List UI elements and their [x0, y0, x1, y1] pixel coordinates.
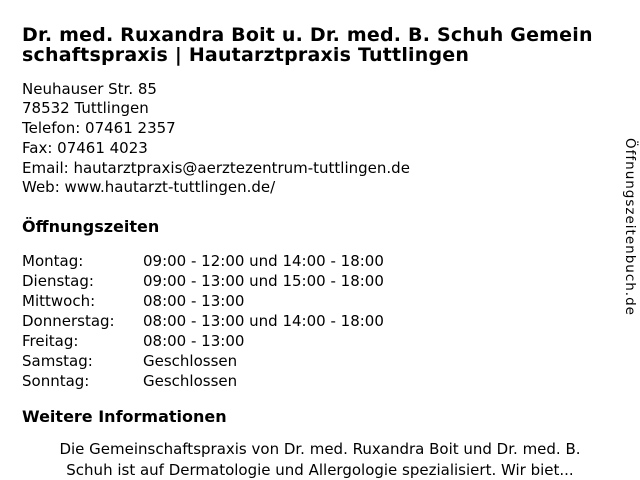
day-label: Montag:	[22, 251, 84, 270]
day-label: Mittwoch:	[22, 291, 96, 310]
time-value: Geschlossen	[143, 351, 238, 370]
day-label: Donnerstag:	[22, 311, 115, 330]
more-info-text	[0, 439, 640, 480]
time-value: 09:00 - 12:00 und 14:00 - 18:00	[143, 251, 384, 270]
email-value: hautarztpraxis@aerztezentrum-tuttlingen.de	[73, 158, 410, 177]
email-label: Email:	[22, 158, 69, 177]
page-title-line-1: Dr. med. Ruxandra Boit u. Dr. med. B. Schuh Gemein	[22, 23, 593, 46]
vertical-branding-text: Öffnungszeitenbuch.de	[622, 138, 638, 316]
opening-hours-row-sunday	[22, 371, 606, 391]
more-info-text-line-2: Schuh ist auf Dermatologie und Allergologie spezialisiert. Wir biet...	[66, 460, 574, 479]
contact-fax	[22, 139, 606, 159]
day-label: Samstag:	[22, 351, 93, 370]
contact-street: Neuhauser Str. 85	[22, 79, 157, 98]
more-info-heading: Weitere Informationen	[22, 406, 227, 426]
time-value: Geschlossen	[143, 371, 238, 390]
web-value: www.hautarzt-tuttlingen.de/	[64, 178, 276, 197]
opening-hours-heading: Öffnungszeiten	[22, 216, 160, 236]
contact-web	[22, 178, 606, 198]
day-label: Dienstag:	[22, 271, 94, 290]
day-label: Freitag:	[22, 331, 79, 350]
time-value: 08:00 - 13:00	[143, 291, 245, 310]
phone-value: 07461 2357	[85, 119, 176, 138]
time-value: 08:00 - 13:00 und 14:00 - 18:00	[143, 311, 384, 330]
time-value: 09:00 - 13:00 und 15:00 - 18:00	[143, 271, 384, 290]
contact-email	[22, 159, 606, 179]
contact-phone	[22, 119, 606, 139]
opening-hours-row-saturday	[22, 351, 606, 371]
time-value: 08:00 - 13:00	[143, 331, 245, 350]
day-label: Sonntag:	[22, 371, 90, 390]
opening-hours-row-thursday	[22, 311, 606, 331]
fax-label: Fax:	[22, 138, 53, 157]
opening-hours-row-monday	[22, 251, 606, 271]
more-info-text-line-1: Die Gemeinschaftspraxis von Dr. med. Ruxandra Boit und Dr. med. B.	[59, 440, 581, 459]
opening-hours-row-tuesday	[22, 271, 606, 291]
page-title	[22, 25, 606, 65]
opening-hours-row-wednesday	[22, 291, 606, 311]
fax-value: 07461 4023	[57, 138, 148, 157]
opening-hours-row-friday	[22, 331, 606, 351]
contact-city: 78532 Tuttlingen	[22, 99, 149, 118]
contact-block	[22, 80, 606, 198]
opening-hours-table	[22, 251, 606, 391]
page-title-line-2: schaftspraxis | Hautarztpraxis Tuttlingen	[22, 43, 470, 66]
phone-label: Telefon:	[22, 119, 81, 138]
web-label: Web:	[22, 178, 60, 197]
